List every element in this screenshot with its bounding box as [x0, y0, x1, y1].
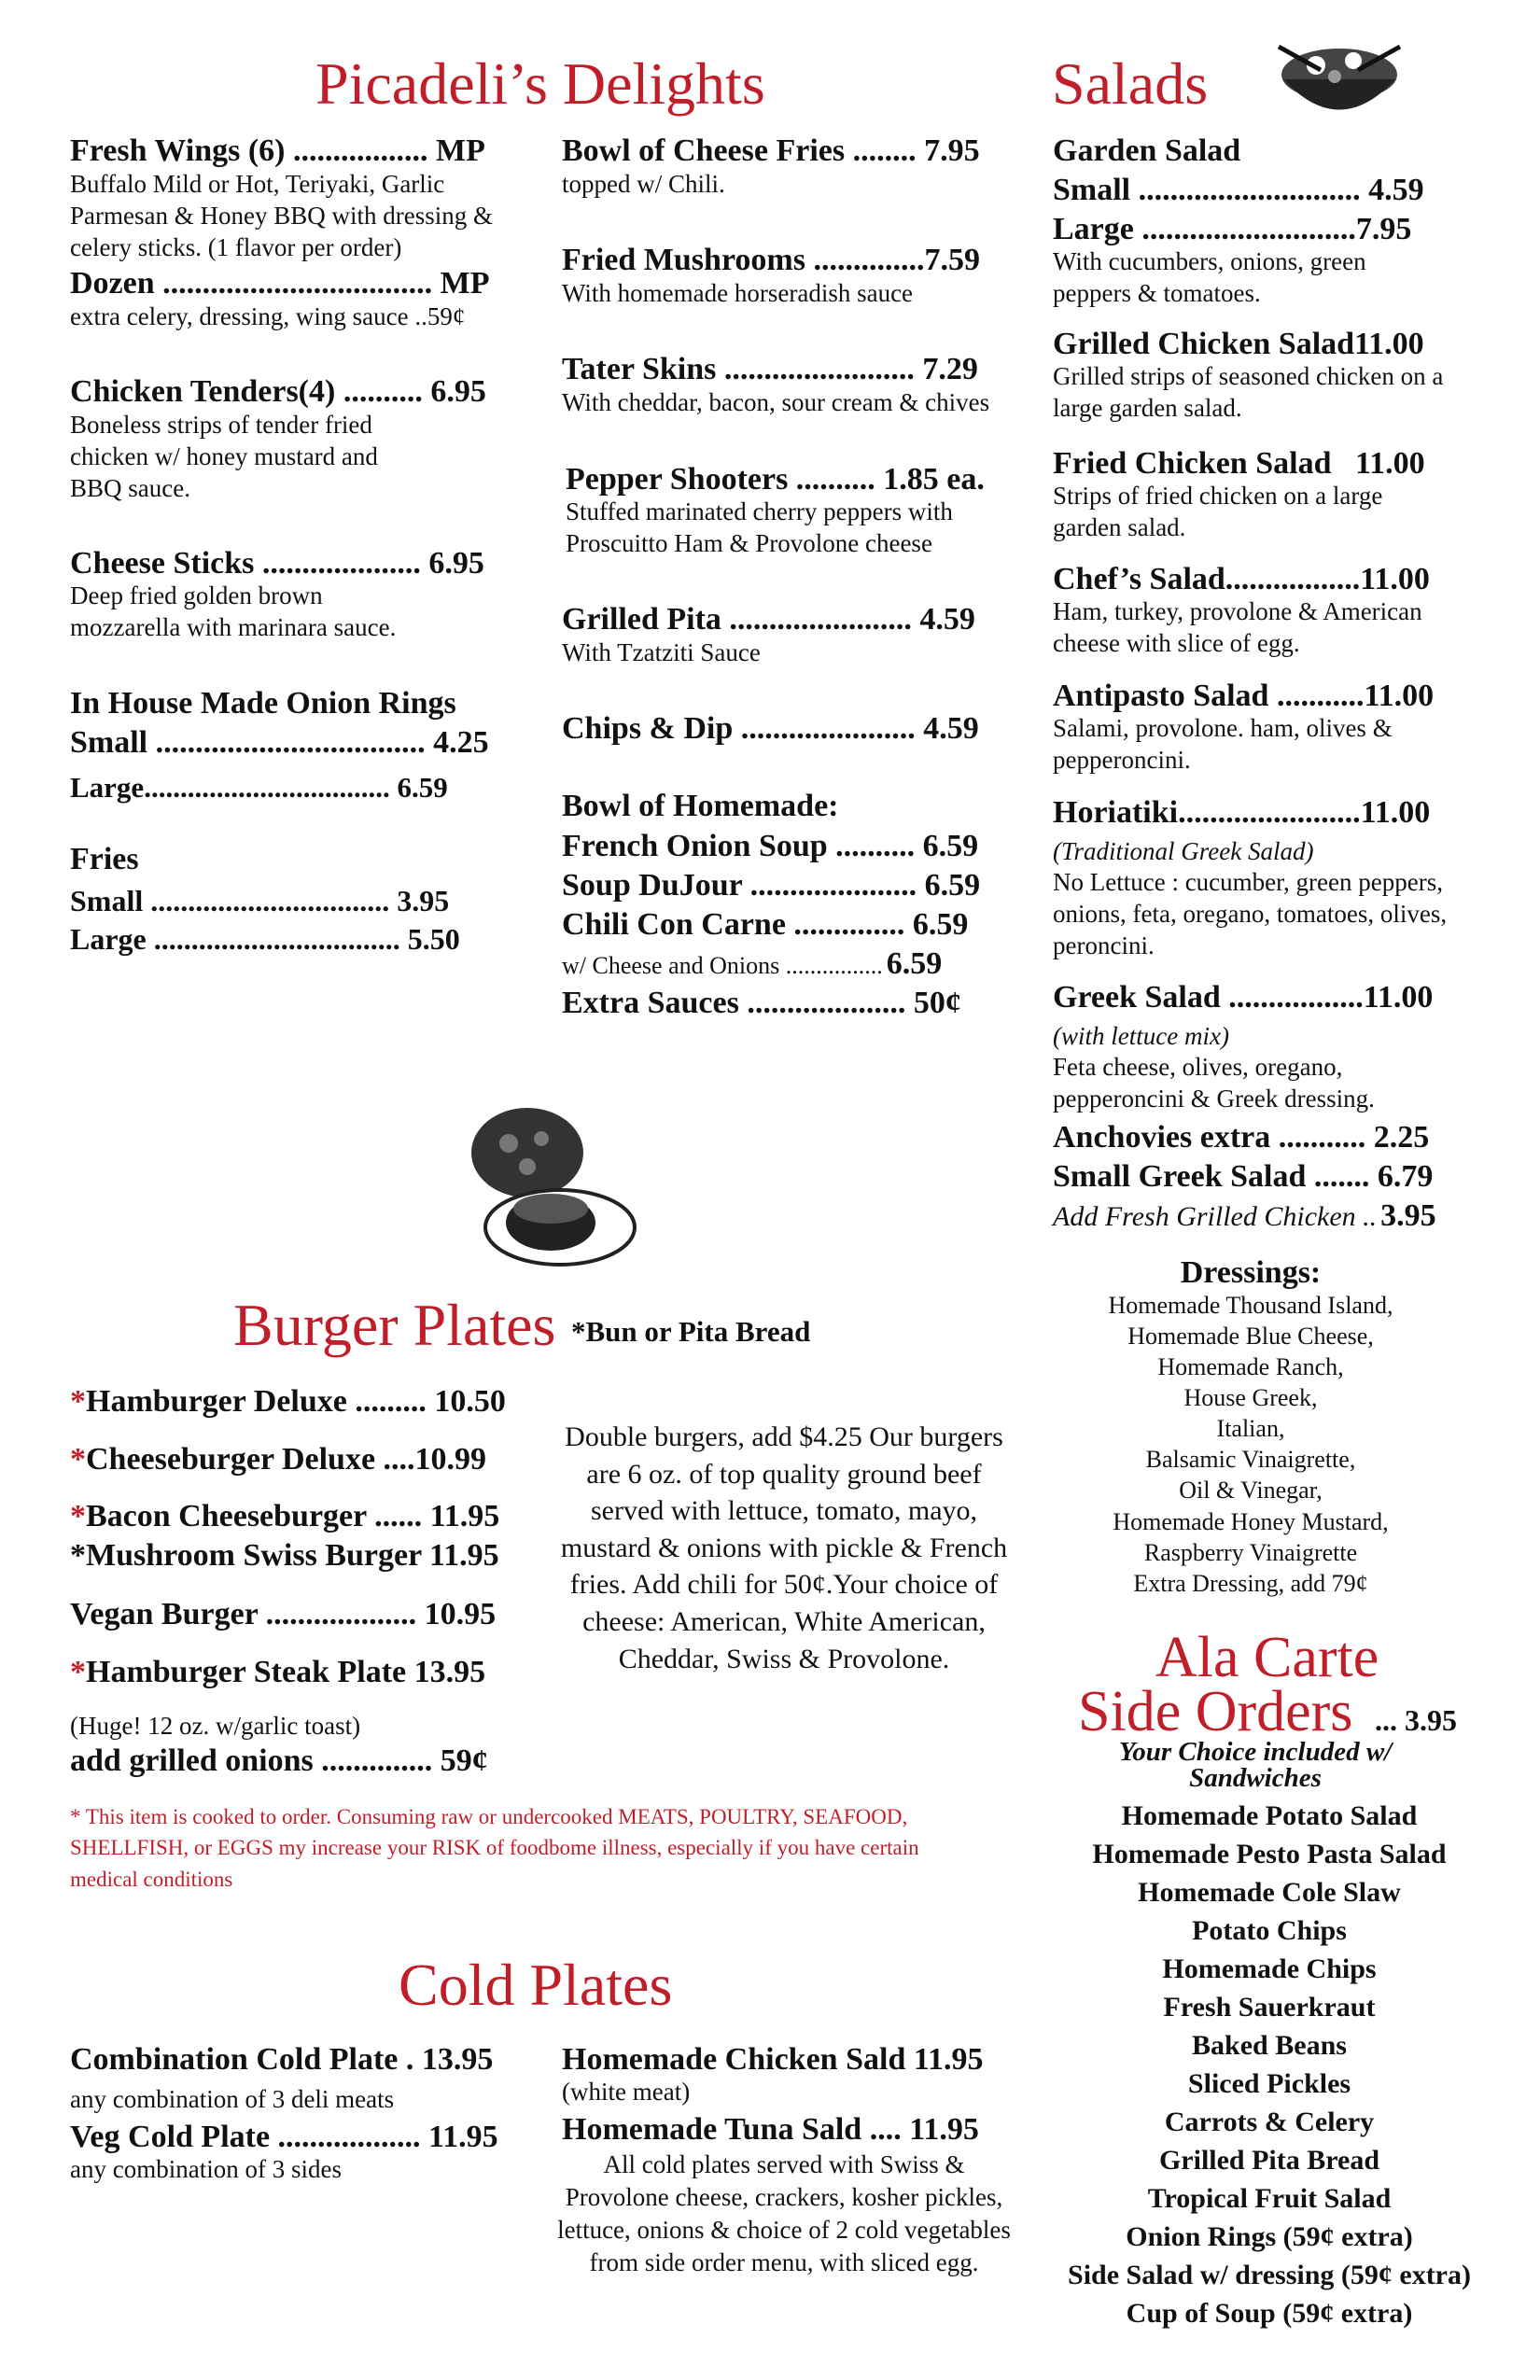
side-item: Onion Rings (59¢ extra): [1126, 2221, 1413, 2252]
bacon-cheeseburger-star: *: [70, 1499, 86, 1533]
side-item: Fresh Sauerkraut: [1163, 1992, 1376, 2023]
dressings-title: Dressings:: [1180, 1255, 1322, 1290]
veg-cold-plate: Veg Cold Plate .................. 11.95: [70, 2120, 498, 2154]
horiatiki-sub: (Traditional Greek Salad): [1053, 837, 1314, 865]
fries-small: Small ................................ 3.95: [70, 884, 450, 917]
side-item: Potato Chips: [1192, 1915, 1347, 1946]
tuna-salad-plate: Homemade Tuna Sald .... 11.95: [562, 2112, 979, 2147]
burgers-title: Burger Plates: [233, 1292, 556, 1358]
dressing-item: Raspberry Vinaigrette: [1143, 1538, 1358, 1566]
salads-title: Salads: [1052, 50, 1209, 117]
chicken-tenders-desc: Boneless strips of tender fried chicken w/ honey mustard and BBQ sauce.: [70, 411, 378, 502]
add-grilled-onions: add grilled onions .............. 59¢: [70, 1743, 488, 1778]
pepper-shooters: Pepper Shooters .......... 1.85 ea.: [566, 462, 985, 497]
dressing-item: Extra Dressing, add 79¢: [1133, 1569, 1368, 1597]
bacon-cheeseburger: [70, 1499, 499, 1533]
horiatiki: Horiatiki.......................11.00: [1053, 795, 1431, 830]
side-item: Sliced Pickles: [1187, 2068, 1351, 2099]
ala-carte-title: Ala Carte: [1155, 1626, 1379, 1689]
salad-bowl-icon: [1265, 28, 1414, 131]
combination-cold-plate-desc: any combination of 3 deli meats: [70, 2085, 395, 2113]
fried-chicken-salad: Fried Chicken Salad 11.00: [1053, 446, 1425, 481]
side-item: Tropical Fruit Salad: [1147, 2183, 1392, 2214]
dressing-item: Italian,: [1216, 1415, 1285, 1443]
side-item: Homemade Cole Slaw: [1138, 1877, 1401, 1908]
onion-rings-large: Large.................................. 6.59: [70, 771, 448, 804]
add-grilled-chicken-label: Add Fresh Grilled Chicken ..: [1053, 1201, 1378, 1232]
side-orders-price: ... 3.95: [1375, 1703, 1457, 1737]
fresh-wings-desc: Buffalo Mild or Hot, Teriyaki, Garlic Parmesan & Honey BBQ with dressing & celery sticks. (1 flavor per order): [70, 170, 493, 261]
hamburger-steak-desc: (Huge! 12 oz. w/garlic toast): [70, 1712, 361, 1740]
burger-info: Double burgers, add $4.25 Our burgers are 6 oz. of top quality ground beef served with lettuce, tomato, mayo, mustard & onions with pickle & French fries. Add chili for 50¢.Your choice of cheese: American, White American, Cheddar, Swiss & Provolone.: [560, 1421, 1008, 1674]
dressing-item: Homemade Thousand Island,: [1108, 1292, 1393, 1320]
cheese-fries-desc: topped w/ Chili.: [562, 170, 725, 198]
side-item: Cup of Soup (59¢ extra): [1126, 2298, 1413, 2329]
hamburger-deluxe: [70, 1384, 506, 1419]
grilled-pita-desc: With Tzatziti Sauce: [562, 638, 761, 666]
fresh-wings: Fresh Wings (6) ................. MP: [70, 133, 485, 168]
food-safety-warning: * This item is cooked to order. Consuming raw or undercooked MEATS, POULTRY, SEAFOOD, SHELLFISH, or EGGS my increase your RISK of foodbome illness, especially if you have certain medical conditions: [70, 1805, 919, 1891]
cold-plates-title: Cold Plates: [399, 1952, 673, 2018]
greek-salad-sub: (with lettuce mix): [1053, 1022, 1229, 1050]
vegan-burger: Vegan Burger ................... 10.95: [70, 1597, 497, 1631]
veg-cold-plate-desc: any combination of 3 sides: [70, 2155, 342, 2183]
antipasto-salad-desc: Salami, provolone. ham, olives & pepperoncini.: [1053, 714, 1393, 774]
grilled-chicken-salad: Grilled Chicken Salad11.00: [1053, 327, 1424, 361]
side-item: Homemade Chips: [1162, 1953, 1377, 1984]
wings-dozen-desc: extra celery, dressing, wing sauce ..59¢: [70, 302, 466, 330]
fries-large: Large ................................. 5.50: [70, 922, 460, 956]
add-grilled-chicken: [1053, 1198, 1436, 1234]
dressings-block: [1027, 1255, 1475, 1599]
chicken-salad-plate: Homemade Chicken Sald 11.95: [562, 2042, 984, 2077]
side-item: Homemade Pesto Pasta Salad: [1092, 1839, 1447, 1869]
chili-cheese-label: w/ Cheese and Onions ................: [562, 952, 883, 979]
cheeseburger-deluxe: [70, 1442, 486, 1477]
grilled-pita: Grilled Pita ....................... 4.59: [562, 602, 975, 637]
onion-rings-heading: In House Made Onion Rings: [70, 686, 456, 721]
chefs-salad: Chef’s Salad.................11.00: [1053, 562, 1430, 596]
chili-cheese-price: 6.59: [886, 946, 943, 981]
dressing-item: Balsamic Vinaigrette,: [1145, 1446, 1356, 1474]
side-orders-list: [1036, 1797, 1503, 2332]
side-item: Side Salad w/ dressing (59¢ extra): [1068, 2260, 1471, 2290]
delights-title: Picadeli’s Delights: [315, 50, 765, 117]
sides-choice-note: Your Choice included w/ Sandwiches: [1118, 1737, 1393, 1794]
greek-salad: Greek Salad .................11.00: [1053, 980, 1434, 1015]
garden-salad-large: Large ...........................7.95: [1053, 212, 1412, 246]
antipasto-salad: Antipasto Salad ...........11.00: [1053, 679, 1435, 713]
soup-dujour: Soup DuJour ..................... 6.59: [562, 868, 981, 903]
grilled-chicken-salad-desc: Grilled strips of seasoned chicken on a large garden salad.: [1053, 362, 1444, 422]
dressing-item: House Greek,: [1183, 1384, 1318, 1412]
hamburger-deluxe-label: Hamburger Deluxe ......... 10.50: [86, 1384, 506, 1419]
chili-con-carne: Chili Con Carne .............. 6.59: [562, 907, 969, 942]
tater-skins-desc: With cheddar, bacon, sour cream & chives: [562, 388, 990, 416]
dressing-item: Homemade Ranch,: [1157, 1353, 1344, 1381]
cheese-sticks-desc: Deep fried golden brown mozzarella with marinara sauce.: [70, 581, 397, 641]
cheese-fries: Bowl of Cheese Fries ........ 7.95: [562, 133, 980, 168]
fried-mushrooms-desc: With homemade horseradish sauce: [562, 279, 914, 307]
burgers-note: *Bun or Pita Bread: [571, 1315, 811, 1348]
combination-cold-plate: Combination Cold Plate . 13.95: [70, 2042, 494, 2077]
garden-salad-small: Small ............................ 4.59: [1053, 173, 1424, 207]
horiatiki-desc: No Lettuce : cucumber, green peppers, onions, feta, oregano, tomatoes, olives, peroncini.: [1053, 868, 1448, 959]
pepper-shooters-desc: Stuffed marinated cherry peppers with Proscuitto Ham & Provolone cheese: [566, 497, 953, 557]
chicken-salad-plate-desc: (white meat): [562, 2078, 691, 2106]
chicken-tenders: Chicken Tenders(4) .......... 6.95: [70, 374, 486, 409]
bowl-heading: Bowl of Homemade:: [562, 789, 839, 823]
side-item: Carrots & Celery: [1164, 2107, 1375, 2137]
wings-dozen: Dozen .................................. MP: [70, 266, 490, 301]
burger-plate-icon: [457, 1097, 644, 1283]
hamburger-steak-star: *: [70, 1655, 86, 1689]
anchovies-extra: Anchovies extra ........... 2.25: [1053, 1120, 1430, 1155]
mushroom-swiss-burger: *Mushroom Swiss Burger 11.95: [70, 1538, 499, 1573]
cheeseburger-deluxe-star: *: [70, 1442, 86, 1477]
chili-cheese-onions: [562, 946, 942, 982]
side-item: Grilled Pita Bread: [1158, 2145, 1380, 2176]
add-grilled-chicken-price: 3.95: [1380, 1198, 1436, 1233]
french-onion-soup: French Onion Soup .......... 6.59: [562, 829, 979, 863]
cheeseburger-deluxe-label: Cheeseburger Deluxe ....10.99: [86, 1442, 487, 1477]
garden-salad-desc: With cucumbers, onions, green peppers & tomatoes.: [1053, 247, 1366, 307]
side-orders-title: Side Orders: [1078, 1680, 1353, 1743]
dressing-item: Homemade Blue Cheese,: [1127, 1323, 1374, 1351]
hamburger-steak-label: Hamburger Steak Plate 13.95: [86, 1655, 486, 1689]
dressing-item: Oil & Vinegar,: [1179, 1477, 1323, 1505]
chefs-salad-desc: Ham, turkey, provolone & American cheese with slice of egg.: [1053, 597, 1422, 657]
hamburger-steak-plate: [70, 1655, 485, 1689]
bacon-cheeseburger-label: Bacon Cheeseburger ...... 11.95: [86, 1499, 500, 1533]
fried-mushrooms: Fried Mushrooms ..............7.59: [562, 243, 980, 277]
hamburger-deluxe-star: *: [70, 1384, 86, 1419]
cold-plates-info: All cold plates served with Swiss & Provolone cheese, crackers, kosher pickles, lettuce, onions & choice of 2 cold vegetables from side order menu, with sliced egg.: [557, 2150, 1011, 2277]
fried-chicken-salad-desc: Strips of fried chicken on a large garden salad.: [1053, 482, 1383, 541]
small-greek-salad: Small Greek Salad ....... 6.79: [1053, 1159, 1434, 1194]
chips-dip: Chips & Dip ...................... 4.59: [562, 711, 979, 746]
extra-sauces: Extra Sauces .................... 50¢: [562, 986, 961, 1020]
onion-rings-small: Small .................................. 4.25: [70, 725, 489, 760]
tater-skins: Tater Skins ........................ 7.29: [562, 352, 978, 386]
fries-heading: Fries: [70, 842, 139, 876]
dressing-item: Homemade Honey Mustard,: [1113, 1507, 1389, 1535]
garden-salad: Garden Salad: [1053, 133, 1241, 168]
side-item: Baked Beans: [1192, 2030, 1347, 2061]
greek-salad-desc: Feta cheese, olives, oregano, pepperoncini & Greek dressing.: [1053, 1053, 1375, 1113]
side-item: Homemade Potato Salad: [1121, 1800, 1418, 1831]
cheese-sticks: Cheese Sticks .................... 6.95: [70, 546, 484, 581]
